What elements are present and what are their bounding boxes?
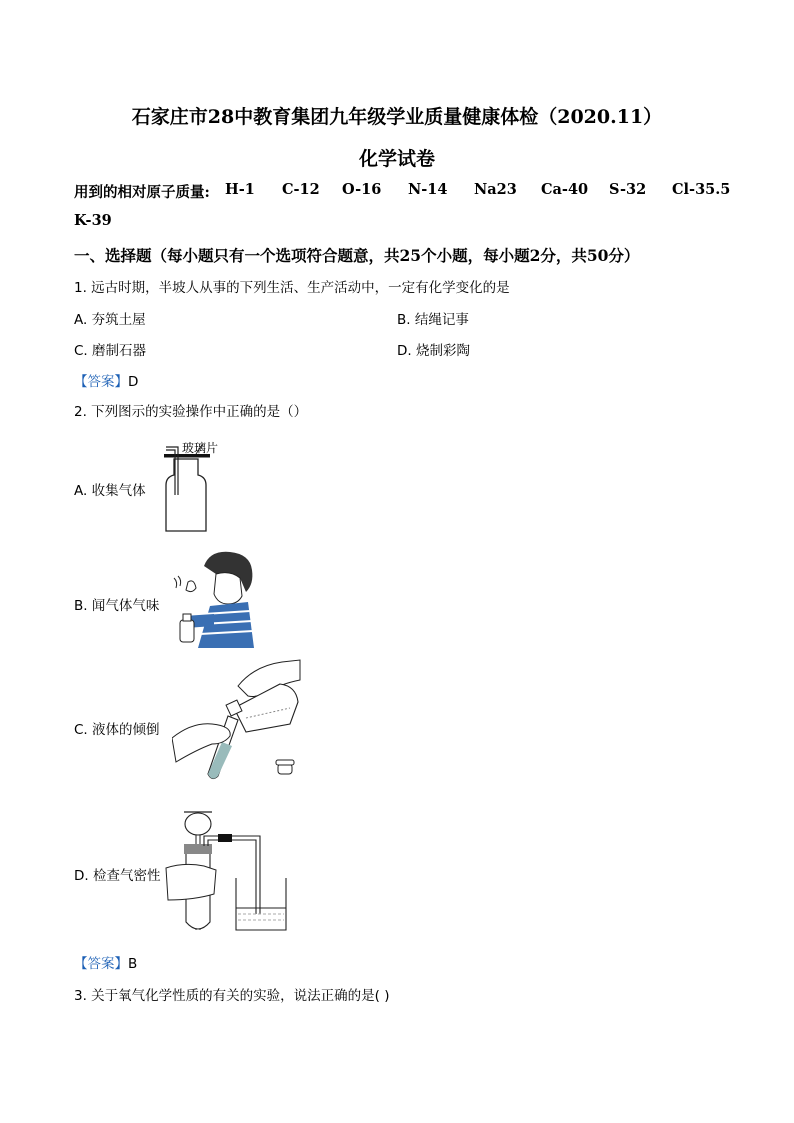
- answer-tag: 【答案】: [74, 956, 128, 972]
- atomic-mass-item: Cl-35.5: [672, 181, 731, 198]
- q2-option-a: A. 收集气体: [74, 483, 146, 499]
- q2-answer: [74, 952, 137, 972]
- atomic-mass-item: Na23: [474, 181, 517, 198]
- q2-option-b: B. 闻气体气味: [74, 598, 160, 614]
- q2-option-c: C. 液体的倾倒: [74, 722, 160, 738]
- q2-option-d: D. 检查气密性: [74, 868, 161, 884]
- atomic-mass-item: H-1: [225, 181, 255, 198]
- page-title: 石家庄市28中教育集团九年级学业质量健康体检（2020.11）: [131, 106, 663, 128]
- atomic-mass-item: K-39: [74, 212, 112, 229]
- question-1-stem: 1. 远古时期，半坡人从事的下列生活、生产活动中，一定有化学变化的是: [74, 280, 510, 296]
- glass-plate-label: 玻璃片: [182, 441, 219, 455]
- page-subtitle: 化学试卷: [358, 148, 435, 170]
- answer-value: B: [128, 956, 138, 972]
- smelling-gas-figure: [170, 548, 260, 648]
- q1-option-b: B. 结绳记事: [397, 312, 469, 328]
- airtightness-check-figure: [164, 810, 294, 936]
- answer-tag: 【答案】: [74, 374, 128, 390]
- section-heading: 一、选择题（每小题只有一个选项符合题意，共25个小题，每小题2分，共50分）: [74, 246, 640, 265]
- atomic-mass-item: O-16: [342, 181, 382, 198]
- q1-option-a: A. 夯筑土屋: [74, 312, 146, 328]
- question-2-stem: 2. 下列图示的实验操作中正确的是（）: [74, 404, 308, 420]
- question-3-stem: 3. 关于氧气化学性质的有关的实验，说法正确的是( ): [74, 988, 390, 1004]
- answer-value: D: [128, 374, 139, 390]
- atomic-mass-item: Ca-40: [541, 181, 589, 198]
- q1-option-d: D. 烧制彩陶: [397, 343, 470, 359]
- atomic-masses-line: [74, 181, 734, 203]
- atomic-mass-item: N-14: [408, 181, 448, 198]
- atomic-mass-item: C-12: [282, 181, 320, 198]
- atomic-masses-label: 用到的相对原子质量:: [74, 184, 210, 201]
- q1-option-c: C. 磨制石器: [74, 343, 147, 359]
- q1-answer: [74, 370, 138, 390]
- pouring-liquid-figure: [172, 658, 302, 782]
- atomic-mass-item: S-32: [609, 181, 647, 198]
